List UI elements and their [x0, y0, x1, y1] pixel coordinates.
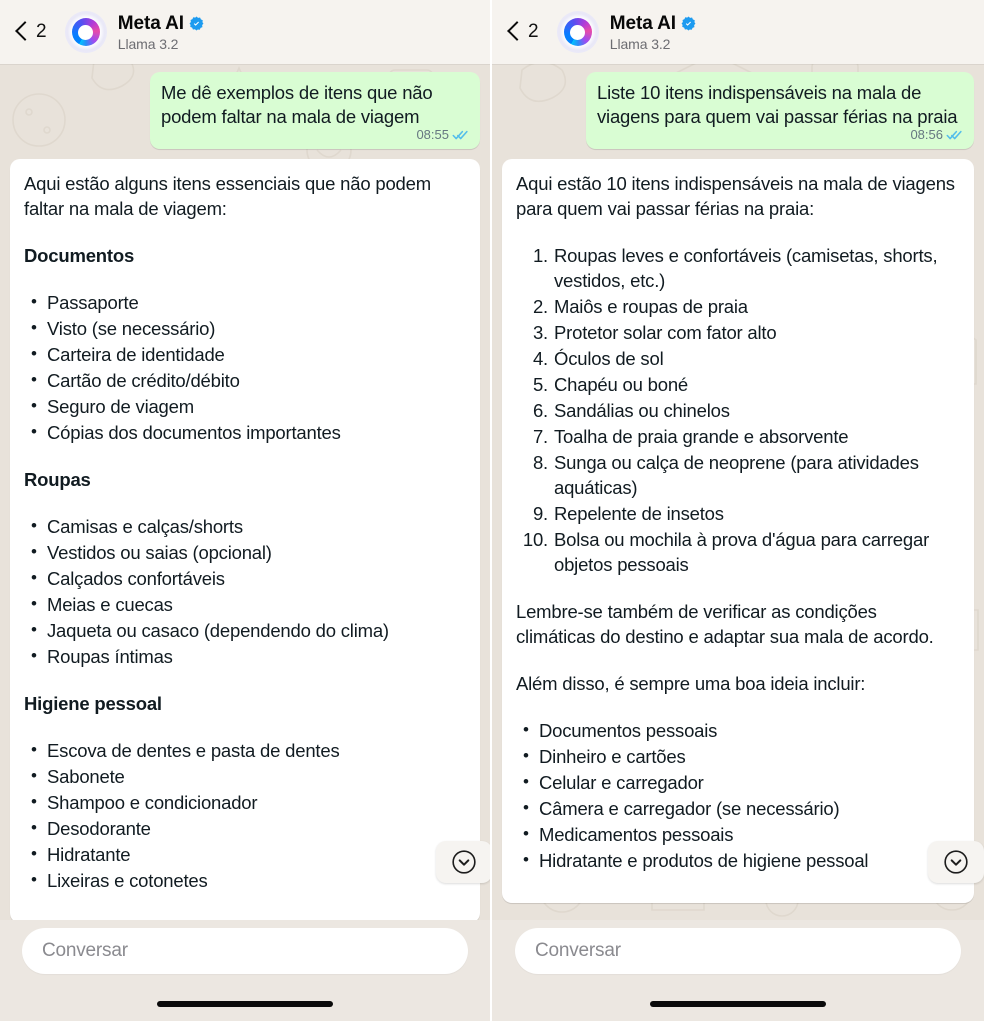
list-item: • Jaqueta ou casaco (dependendo do clima) [24, 618, 466, 643]
list-item: • Câmera e carregador (se necessário) [516, 796, 960, 821]
list-item: Protetor solar com fator alto [554, 322, 777, 343]
chevron-left-icon [16, 21, 29, 43]
message-bubble-incoming[interactable] [10, 159, 480, 920]
message-text: Liste 10 itens indispensáveis na mala de viagens para quem vai passar férias na praia [597, 82, 958, 127]
message-text: Me dê exemplos de itens que não podem faltar na mala de viagem [161, 82, 438, 127]
message-bubble-outgoing[interactable] [150, 72, 480, 149]
header-text[interactable] [610, 13, 696, 52]
scroll-to-bottom-button[interactable] [436, 841, 492, 883]
list-item: • Passaporte [24, 290, 466, 315]
list-item: • Roupas íntimas [24, 644, 466, 669]
list-item: Óculos de sol [554, 348, 664, 369]
ai-bullet-list [24, 514, 466, 669]
ai-intro: Aqui estão alguns itens essenciais que não podem faltar na mala de viagem: [24, 173, 431, 219]
chat-messages-left [0, 64, 490, 920]
list-item: • Dinheiro e cartões [516, 744, 960, 769]
chevron-down-circle-icon [943, 849, 969, 875]
outgoing-message-row [10, 72, 480, 149]
ai-intro: Aqui estão 10 itens indispensáveis na mala de viagens para quem vai passar férias na praia: [516, 173, 955, 219]
ai-paragraph: Além disso, é sempre uma boa ideia incluir: [516, 673, 866, 694]
list-item: • Cartão de crédito/débito [24, 368, 466, 393]
list-item: Repelente de insetos [554, 503, 724, 524]
page-title: Meta AI [117, 12, 184, 34]
verified-badge-icon [681, 16, 696, 31]
home-indicator [650, 1001, 826, 1007]
chat-header [492, 0, 984, 64]
ai-section-heading: Roupas [24, 469, 91, 490]
list-item: Bolsa ou mochila à prova d'água para carregar objetos pessoais [554, 529, 930, 575]
verified-badge-icon [189, 16, 204, 31]
ai-numbered-list [516, 243, 960, 577]
message-meta [597, 127, 963, 142]
list-item: • Camisas e calças/shorts [24, 514, 466, 539]
list-item: • Seguro de viagem [24, 394, 466, 419]
meta-ai-ring-icon [564, 18, 592, 46]
list-item: • Hidratante [24, 842, 466, 867]
incoming-message-row [502, 159, 974, 903]
header-text[interactable] [118, 13, 204, 52]
list-item: Toalha de praia grande e absorvente [554, 426, 849, 447]
list-item: • Medicamentos pessoais [516, 822, 960, 847]
message-bubble-incoming[interactable] [502, 159, 974, 903]
list-item: • Meias e cuecas [24, 592, 466, 617]
message-meta [161, 127, 469, 142]
list-item: • Hidratante e produtos de higiene pessoal [516, 848, 960, 873]
ai-section-heading: Higiene pessoal [24, 693, 162, 714]
right-phone-panel [492, 0, 984, 1021]
list-item: • Visto (se necessário) [24, 316, 466, 341]
avatar[interactable] [557, 11, 599, 53]
unread-count: 2 [528, 21, 539, 42]
list-item: • Cópias dos documentos importantes [24, 420, 466, 445]
read-double-check-icon [946, 129, 963, 141]
header-subtitle: Llama 3.2 [609, 35, 671, 52]
ai-response-body [24, 171, 466, 893]
list-item: Chapéu ou boné [554, 374, 689, 395]
ai-response-body [516, 171, 960, 873]
list-item: • Desodorante [24, 816, 466, 841]
composer-placeholder: Conversar [42, 940, 128, 961]
list-item: Sunga ou calça de neoprene (para atividades aquáticas) [554, 452, 919, 498]
ai-bullet-list [516, 718, 960, 873]
list-item: • Sabonete [24, 764, 466, 789]
chat-header [0, 0, 490, 64]
chevron-left-icon [508, 21, 521, 43]
message-time: 08:55 [416, 127, 449, 142]
meta-ai-ring-icon [72, 18, 100, 46]
ai-section-heading: Documentos [24, 245, 135, 266]
list-item: • Documentos pessoais [516, 718, 960, 743]
list-item: • Lixeiras e cotonetes [24, 868, 466, 893]
message-bubble-outgoing[interactable] [586, 72, 974, 149]
message-time: 08:56 [910, 127, 943, 142]
unread-count: 2 [36, 21, 47, 42]
header-subtitle: Llama 3.2 [117, 35, 179, 52]
incoming-message-row [10, 159, 480, 920]
footer-right [492, 920, 984, 1021]
list-item: • Vestidos ou saias (opcional) [24, 540, 466, 565]
list-item: • Calçados confortáveis [24, 566, 466, 591]
ai-bullet-list [24, 290, 466, 445]
back-button[interactable] [12, 21, 53, 43]
footer-left [0, 920, 490, 1021]
read-double-check-icon [452, 129, 469, 141]
home-indicator [157, 1001, 333, 1007]
list-item: • Shampoo e condicionador [24, 790, 466, 815]
outgoing-message-row [502, 72, 974, 149]
scroll-to-bottom-button[interactable] [928, 841, 984, 883]
list-item: Roupas leves e confortáveis (camisetas, shorts, vestidos, etc.) [554, 245, 938, 291]
back-button[interactable] [504, 21, 545, 43]
page-title: Meta AI [609, 12, 676, 34]
list-item: Maiôs e roupas de praia [554, 296, 748, 317]
list-item: Sandálias ou chinelos [554, 400, 730, 421]
list-item: • Escova de dentes e pasta de dentes [24, 738, 466, 763]
ai-paragraph: Lembre-se também de verificar as condições climáticas do destino e adaptar sua mala de acordo. [516, 601, 934, 647]
avatar[interactable] [65, 11, 107, 53]
message-composer[interactable] [515, 928, 961, 974]
chevron-down-circle-icon [451, 849, 477, 875]
chat-messages-right [492, 64, 984, 920]
list-item: • Celular e carregador [516, 770, 960, 795]
composer-placeholder: Conversar [535, 940, 621, 961]
list-item: • Carteira de identidade [24, 342, 466, 367]
ai-bullet-list [24, 738, 466, 893]
message-composer[interactable] [22, 928, 468, 974]
